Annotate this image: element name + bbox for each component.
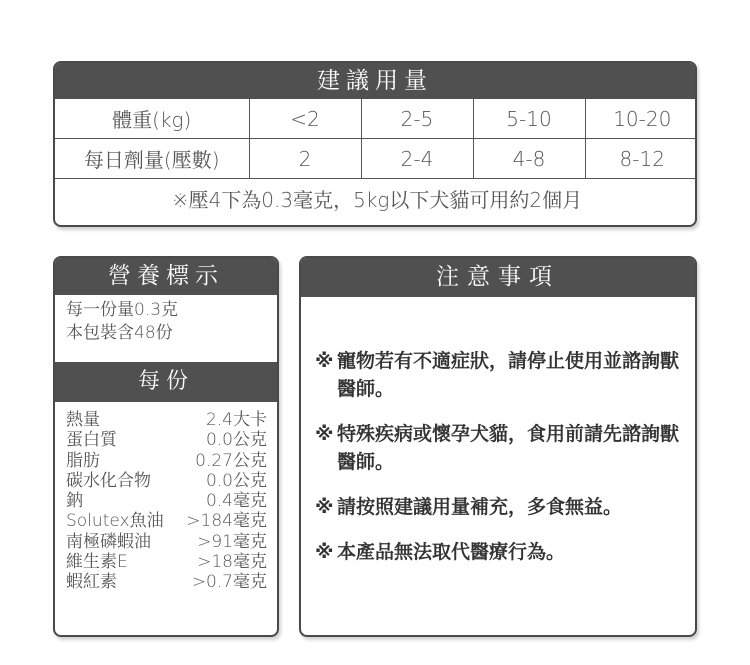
fact-row [66, 511, 267, 531]
dosage-table [55, 99, 697, 218]
fact-name: 碳水化合物 [66, 470, 151, 491]
fact-name: 脂肪 [66, 450, 100, 471]
weight-cell: 5-10 [473, 99, 585, 139]
package-servings: 本包裝含48份 [66, 323, 173, 343]
per-serving-title: 每份 [55, 362, 277, 402]
fact-value: >184毫克 [186, 511, 267, 532]
fact-name: 蛋白質 [66, 430, 117, 451]
caution-item [315, 347, 685, 403]
fact-value: 0.0公克 [205, 470, 267, 491]
fact-value: >91毫克 [197, 531, 267, 552]
weight-row [55, 99, 697, 139]
fact-row [66, 572, 267, 592]
fact-name: 蝦紅素 [66, 572, 117, 593]
dosage-note: ※壓4下為0.3毫克，5kg以下犬貓可用約2個月 [55, 179, 697, 219]
fact-value: 2.4大卡 [205, 410, 267, 430]
caution-text: 請按照建議用量補充，多食無益。 [337, 496, 623, 518]
cautions-list [301, 297, 695, 566]
fact-row [66, 430, 267, 450]
fact-row [66, 451, 267, 471]
dose-label: 每日劑量(壓數) [55, 139, 249, 179]
dose-cell: 8-12 [585, 139, 697, 179]
dose-cell: 2 [249, 139, 361, 179]
reference-mark: ※ [315, 541, 334, 563]
nutrition-title: 營養標示 [55, 258, 277, 295]
caution-text: 本產品無法取代醫療行為。 [337, 541, 566, 563]
weight-cell: <2 [249, 99, 361, 139]
dosage-title: 建議用量 [55, 63, 695, 99]
dose-cell: 2-4 [361, 139, 473, 179]
reference-mark: ※ [315, 496, 334, 518]
dosage-panel [53, 61, 697, 227]
nutrition-facts [55, 402, 277, 593]
reference-mark: ※ [315, 423, 334, 445]
fact-row [66, 532, 267, 552]
dose-row [55, 139, 697, 179]
fact-name: 維生素E [66, 552, 128, 573]
fact-name: Solutex魚油 [66, 511, 164, 532]
caution-item [315, 420, 685, 476]
fact-name: 南極磷蝦油 [66, 531, 151, 552]
caution-text: 特殊疾病或懷孕犬貓，食用前請先諮詢獸醫師。 [337, 423, 680, 473]
serving-size: 每一份量0.3克 [66, 300, 179, 320]
fact-value: >18毫克 [197, 552, 267, 573]
weight-label: 體重(kg) [55, 99, 249, 139]
fact-value: 0.27公克 [195, 450, 267, 471]
cautions-panel [299, 256, 697, 637]
weight-cell: 2-5 [361, 99, 473, 139]
fact-value: 0.0公克 [205, 430, 267, 451]
dose-cell: 4-8 [473, 139, 585, 179]
fact-row [66, 552, 267, 572]
weight-cell: 10-20 [585, 99, 697, 139]
serving-info [55, 295, 277, 362]
caution-text: 寵物若有不適症狀，請停止使用並諮詢獸醫師。 [337, 350, 680, 400]
cautions-title: 注意事項 [301, 258, 695, 297]
caution-item [315, 538, 685, 566]
fact-name: 熱量 [66, 410, 100, 430]
note-row [55, 179, 697, 219]
fact-value: 0.4毫克 [205, 491, 267, 512]
fact-row [66, 471, 267, 491]
caution-item [315, 493, 685, 521]
nutrition-panel [53, 256, 279, 637]
fact-row [66, 491, 267, 511]
fact-name: 鈉 [66, 491, 83, 512]
fact-row [66, 410, 267, 430]
fact-value: >0.7毫克 [191, 572, 267, 593]
reference-mark: ※ [315, 350, 334, 372]
